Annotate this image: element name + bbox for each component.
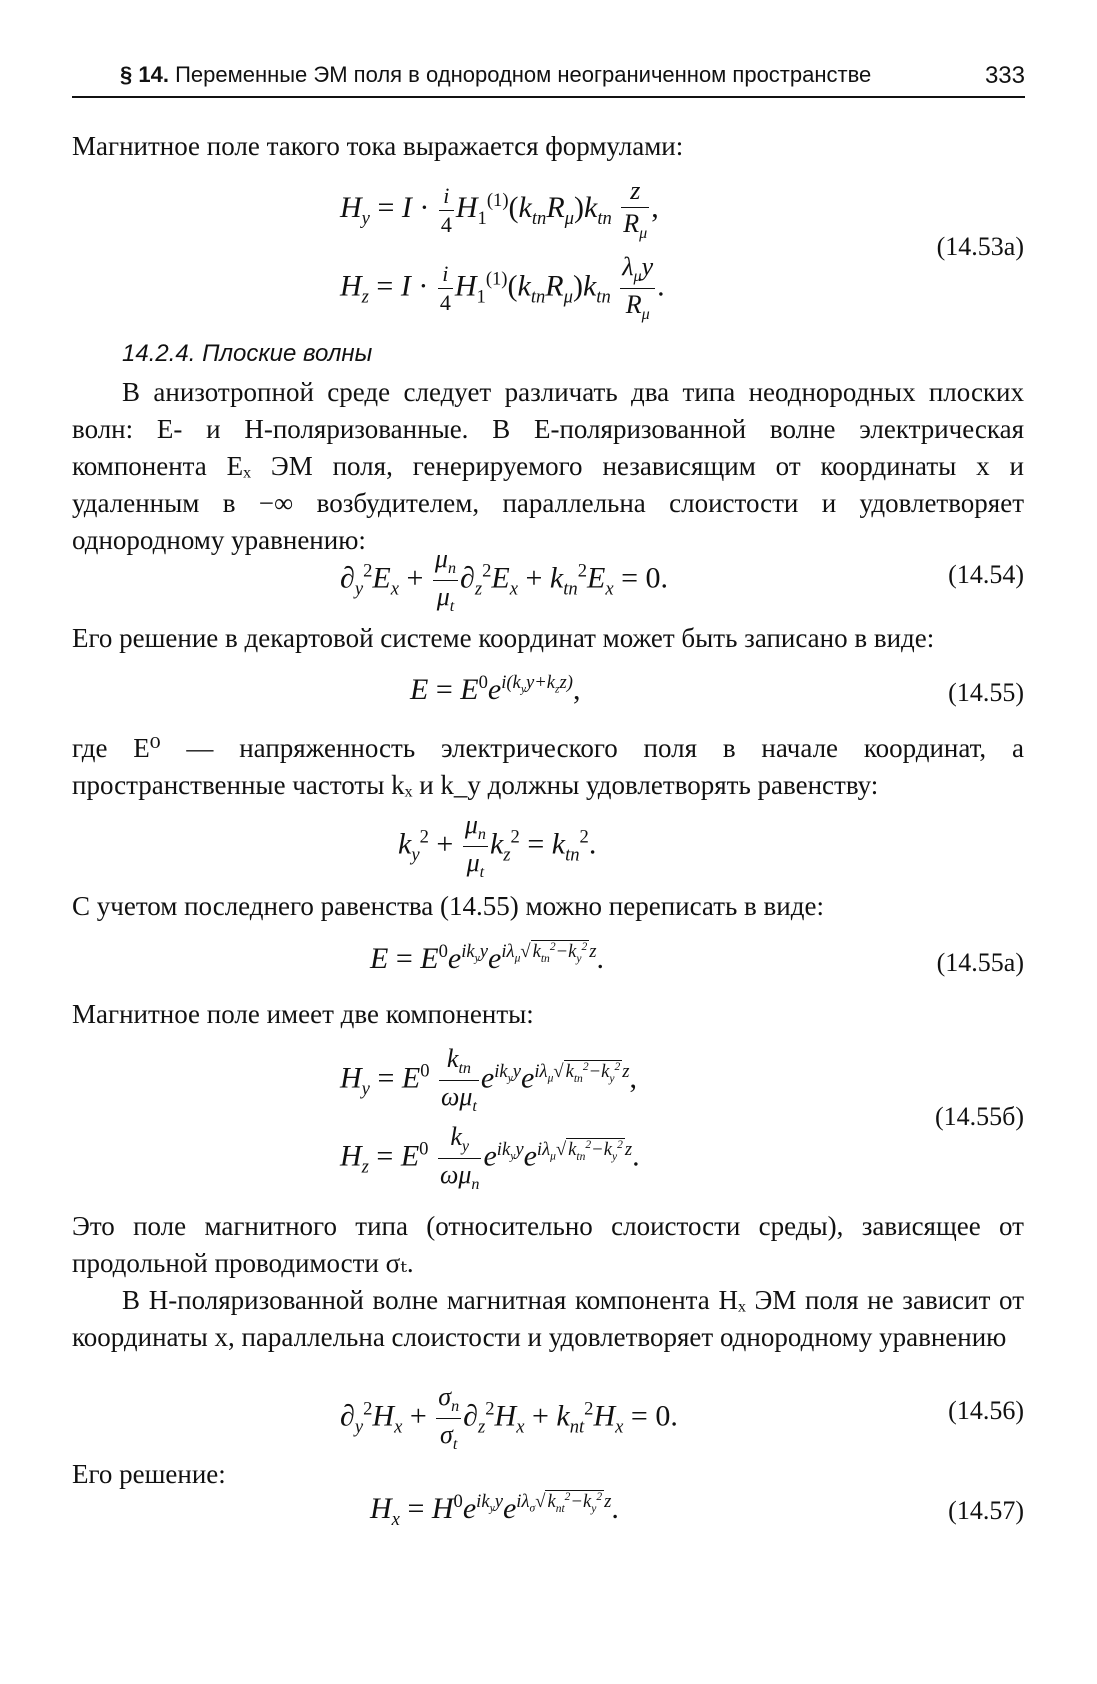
equation-number: (14.56) [948,1396,1024,1425]
paragraph-6 [72,996,1024,1033]
paragraph-text: Магнитное поле имеет две компоненты: [72,999,534,1029]
paragraph-2 [72,374,1024,559]
paragraph-1 [72,128,1024,165]
paragraph-text: В анизотропной среде следует различать два типа неоднородных плоских волн: E- и H-поляризованные. В E-поляризованной волне электрическая компонента Eₓ ЭМ поля, генерируемого независящим от координаты x и удаленным в −∞ возбудителем, параллельна слоистости и удовлетворяет однородному уравнению: [72,377,1024,555]
subsection-heading: 14.2.4. Плоские волны [122,340,373,367]
paragraph-text: В H-поляризованной волне магнитная компонента Hₓ ЭМ поля не зависит от координаты x, параллельна слоистости и удовлетворяет однородному уравнению [72,1285,1024,1352]
equation-14-55b-line1: $H_y = E^0$ $\frac{k_{tn}}{\omega\mu_t}$ $e^{ik_yy}e^{i\lambda_\mu√ k_{tn}^2-k_y^2 z}$, [340,1044,638,1116]
section-title [120,62,871,88]
paragraph-text: Магнитное поле такого тока выражается формулами: [72,131,684,161]
section-number: § 14. [120,62,169,87]
running-header [72,62,1025,98]
paragraph-text: Его решение в декартовой системе координат может быть записано в виде: [72,623,935,653]
equation-14-55a: $E = E^0e^{ik_yy}e^{i\lambda_\mu√ k_{tn}^2-k_y^2 z}$. [370,941,605,976]
equation-number: (14.54) [948,560,1024,589]
equation-14-53a-line1: $H_y = I$ · $\frac{i}{4}$ $H_1^{(1)}(k_{tn}R_\mu)k_{tn}$ $\frac{z}{R_\mu}$ , [340,176,659,243]
equation-14-54: $\partial_y^2E_x$ + $\frac{\mu_n}{\mu_t}$ $\partial_z^2E_x + k_{tn}^2E_x = 0$. [340,544,669,616]
equation-14-56: $\partial_y^2H_x$ + $\frac{\sigma_n}{\sigma_t}$ $\partial_z^2H_x + k_{nt}^2H_x = 0$. [340,1382,678,1454]
equation-number: (14.55б) [934,1102,1024,1131]
paragraph-4 [72,730,1024,804]
equation-number: (14.57) [948,1496,1024,1525]
paragraph-text: где E⁰ — напряженность электрического поля в начале координат, а пространственные частоты kₓ и k_y должны удовлетворять равенству: [72,733,1024,800]
equation-14-55b-line2: $H_z = E^0$ $\frac{k_y}{\omega\mu_n}$ $e^{ik_yy}e^{i\lambda_\mu√ k_{tn}^2-k_y^2 z}$. [340,1122,640,1194]
equation-number: (14.53а) [936,232,1024,261]
equation-number: (14.55) [948,678,1024,707]
paragraph-3 [72,620,1024,657]
section-title-text: Переменные ЭМ поля в однородном неограниченном пространстве [175,62,872,87]
paragraph-text: С учетом последнего равенства (14.55) можно переписать в виде: [72,891,824,921]
equation-dispersion: $k_y^2$ + $\frac{\mu_n}{\mu_t}$ $k_z^2 = k_{tn}^2$. [398,810,597,882]
page-number: 333 [984,62,1025,89]
paragraph-text: Его решение: [72,1459,226,1489]
paragraph-9 [72,1456,1024,1493]
equation-14-57: $H_x = H^0e^{ik_yy}e^{i\lambda_\sigma√ k_{nt}^2-k_y^2 z}$. [370,1491,619,1531]
paragraph-5 [72,888,1024,925]
equation-14-55: $E = E^0e^{i(k_yy+k_zz)}$, [410,672,581,706]
equation-number: (14.55а) [936,948,1024,977]
paragraph-8 [72,1282,1024,1356]
equation-14-53a-line2: $H_z = I$ · $\frac{i}{4}$ $H_1^{(1)}(k_{tn}R_\mu)k_{tn}$ $\frac{\lambda_\mu y}{R_\mu}$ . [340,252,665,324]
paragraph-text: Это поле магнитного типа (относительно слоистости среды), зависящее от продольной проводимости σₜ. [72,1211,1024,1278]
paragraph-7 [72,1208,1024,1282]
